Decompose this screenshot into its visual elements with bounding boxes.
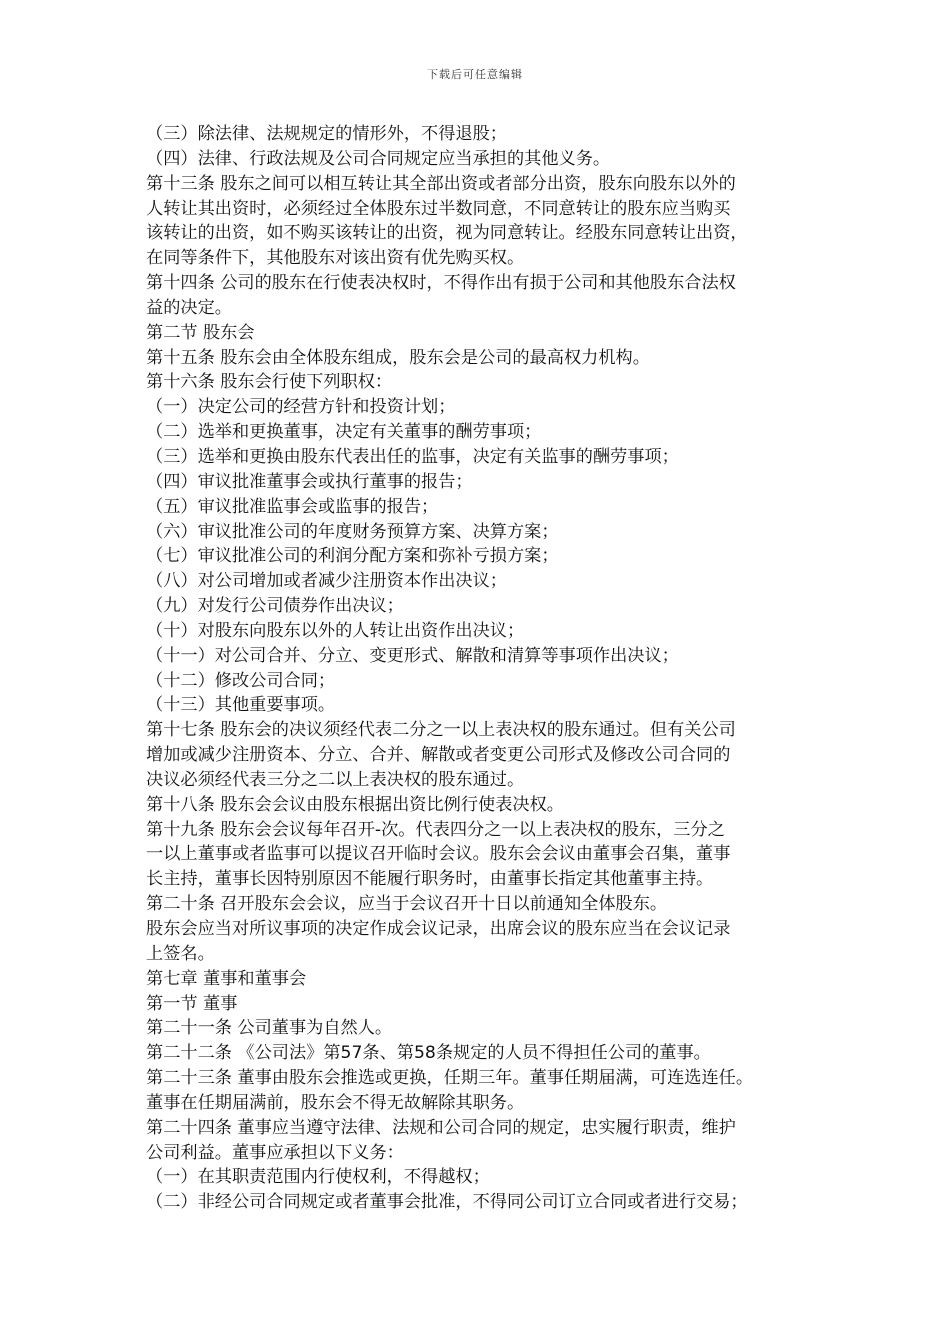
text-line: 决议必须经代表三分之二以上表决权的股东通过。 xyxy=(146,769,525,790)
text-line: 该转让的出资，如不购买该转让的出资，视为同意转让。经股东同意转让出资， xyxy=(146,223,748,244)
text-line: （十二）修改公司合同； xyxy=(146,670,336,691)
text-line: 第十四条 公司的股东在行使表决权时，不得作出有损于公司和其他股东合法权 xyxy=(146,273,736,294)
text-line: （十三）其他重要事项。 xyxy=(146,695,336,716)
text-line: 第十八条 股东会会议由股东根据出资比例行使表决权。 xyxy=(146,794,564,815)
page-header: 下载后可任意编辑 xyxy=(427,68,523,81)
text-line: 长主持，董事长因特别原因不能履行职务时，由董事长指定其他董事主持。 xyxy=(146,869,714,890)
text-line: 增加或减少注册资本、分立、合并、解散或者变更公司形式及修改公司合同的 xyxy=(146,745,731,766)
text-line: 公司利益。董事应承担以下义务： xyxy=(146,1142,404,1163)
text-line: 上签名。 xyxy=(146,943,215,964)
text-line: （十一）对公司合并、分立、变更形式、解散和清算等事项作出决议； xyxy=(146,645,679,666)
text-line: （三）除法律、法规规定的情形外，不得退股； xyxy=(146,124,507,144)
text-line: （一）在其职责范围内行使权利，不得越权； xyxy=(146,1167,490,1188)
text-line: 第二十三条 董事由股东会推选或更换，任期三年。董事任期届满，可连选连任。 xyxy=(146,1068,754,1089)
text-line: （二）选举和更换董事，决定有关董事的酬劳事项； xyxy=(146,422,542,443)
text-line: 第十九条 股东会会议每年召开-次。代表四分之一以上表决权的股东，三分之 xyxy=(146,819,725,840)
text-line: （八）对公司增加或者减少注册资本作出决议； xyxy=(146,571,507,592)
text-line: 第二十条 召开股东会会议，应当于会议召开十日以前通知全体股东。 xyxy=(146,894,668,915)
text-line: 人转让其出资时，必须经过全体股东过半数同意，不同意转让的股东应当购买 xyxy=(146,198,731,219)
text-line: （九）对发行公司债券作出决议； xyxy=(146,596,404,617)
text-line: （五）审议批准监事会或监事的报告； xyxy=(146,496,439,517)
document-body xyxy=(146,122,816,1215)
text-line: （二）非经公司合同规定或者董事会批准，不得同公司订立合同或者进行交易； xyxy=(146,1192,748,1213)
text-line: 一以上董事或者监事可以提议召开临时会议。股东会会议由董事会召集，董事 xyxy=(146,844,731,865)
text-line: （四）审议批准董事会或执行董事的报告； xyxy=(146,471,473,492)
text-line: （一）决定公司的经营方针和投资计划； xyxy=(146,397,456,418)
text-line: 股东会应当对所议事项的决定作成会议记录，出席会议的股东应当在会议记录 xyxy=(146,919,731,939)
text-line: 益的决定。 xyxy=(146,297,232,318)
text-line: （六）审议批准公司的年度财务预算方案、决算方案； xyxy=(146,521,559,542)
text-line: 第一节 董事 xyxy=(146,993,238,1014)
text-line: （四）法律、行政法规及公司合同规定应当承担的其他义务。 xyxy=(146,148,611,169)
text-line: 董事在任期届满前，股东会不得无故解除其职务。 xyxy=(146,1092,525,1113)
text-line: 第二十四条 董事应当遵守法律、法规和公司合同的规定，忠实履行职责，维护 xyxy=(146,1117,736,1138)
text-line: （三）选举和更换由股东代表出任的监事，决定有关监事的酬劳事项； xyxy=(146,446,679,467)
text-line: 在同等条件下，其他股东对该出资有优先购买权。 xyxy=(146,248,525,269)
text-line: （七）审议批准公司的利润分配方案和弥补亏损方案； xyxy=(146,546,559,567)
text-line: 第二十一条 公司董事为自然人。 xyxy=(146,1018,393,1039)
text-line: （十）对股东向股东以外的人转让出资作出决议； xyxy=(146,620,525,641)
text-line: 第十六条 股东会行使下列职权： xyxy=(146,372,393,393)
text-line: 第十七条 股东会的决议须经代表二分之一以上表决权的股东通过。但有关公司 xyxy=(146,720,736,741)
text-line: 第十三条 股东之间可以相互转让其全部出资或者部分出资，股东向股东以外的 xyxy=(146,173,736,194)
text-line: 第十五条 股东会由全体股东组成，股东会是公司的最高权力机构。 xyxy=(146,347,650,368)
text-line: 第二十二条 《公司法》第57条、第58条规定的人员不得担任公司的董事。 xyxy=(146,1043,711,1064)
text-line: 第七章 董事和董事会 xyxy=(146,968,307,989)
text-line: 第二节 股东会 xyxy=(146,322,255,343)
